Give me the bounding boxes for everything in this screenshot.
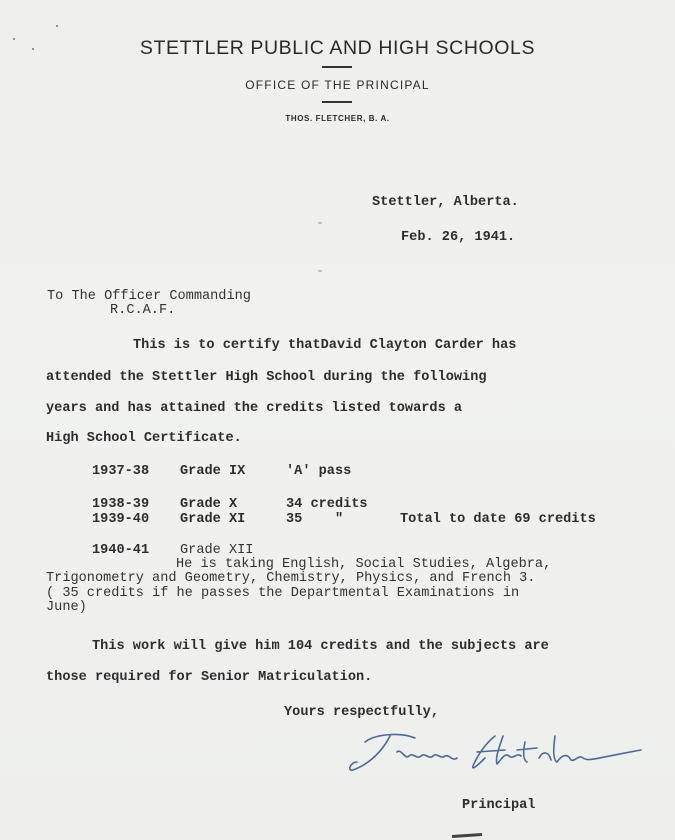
grade12-detail-line: He is taking English, Social Studies, Algebra, <box>176 557 552 572</box>
body-para2-line: those required for Senior Matriculation. <box>46 670 373 685</box>
grade12-detail-line: June) <box>46 600 87 615</box>
letterhead-divider <box>322 101 352 103</box>
record-year: 1937-38 <box>92 464 150 479</box>
closing: Yours respectfully, <box>284 705 439 720</box>
paper-mark <box>452 833 482 838</box>
record-total-note: Total to date 69 credits <box>400 512 596 527</box>
body-para1-line: attended the Stettler High School during the following <box>46 370 487 385</box>
addressee-line-2: R.C.A.F. <box>110 303 176 318</box>
paper-speck <box>56 25 58 27</box>
signature-title: Principal <box>462 798 536 813</box>
record-grade: Grade X <box>180 497 238 512</box>
record-grade: Grade XII <box>180 543 254 558</box>
addressee-line-1: To The Officer Commanding <box>47 289 251 304</box>
letterhead-office: OFFICE OF THE PRINCIPAL <box>245 78 430 92</box>
letterhead-title: STETTLER PUBLIC AND HIGH SCHOOLS <box>139 37 536 59</box>
record-result: 'A' pass <box>286 464 352 479</box>
letter-place: Stettler, Alberta. <box>372 195 519 210</box>
record-year: 1940-41 <box>92 543 150 558</box>
paper-speck <box>318 222 322 224</box>
letterhead-divider <box>322 66 352 68</box>
paper-speck <box>32 48 34 50</box>
record-year: 1938-39 <box>92 497 150 512</box>
grade12-detail-line: Trigonometry and Geometry, Chemistry, Physics, and French 3. <box>46 571 536 586</box>
letter-date: Feb. 26, 1941. <box>401 230 516 245</box>
record-grade: Grade XI <box>180 512 246 527</box>
record-year: 1939-40 <box>92 512 150 527</box>
record-result: 35 " <box>286 512 344 527</box>
grade12-detail-line: ( 35 credits if he passes the Departmental Examinations in <box>46 586 520 601</box>
body-para2-line: This work will give him 104 credits and the subjects are <box>92 639 549 654</box>
paper-speck <box>318 270 322 272</box>
record-result: 34 credits <box>286 497 368 512</box>
body-para1-line: years and has attained the credits listed towards a <box>46 401 463 416</box>
signature <box>345 722 645 782</box>
body-para1-line: This is to certify thatDavid Clayton Carder has <box>133 338 517 353</box>
body-para1-line: High School Certificate. <box>46 431 242 446</box>
record-grade: Grade IX <box>180 464 246 479</box>
paper-speck <box>13 38 15 40</box>
letterhead-principal-name: THOS. FLETCHER, B. A. <box>285 114 390 123</box>
